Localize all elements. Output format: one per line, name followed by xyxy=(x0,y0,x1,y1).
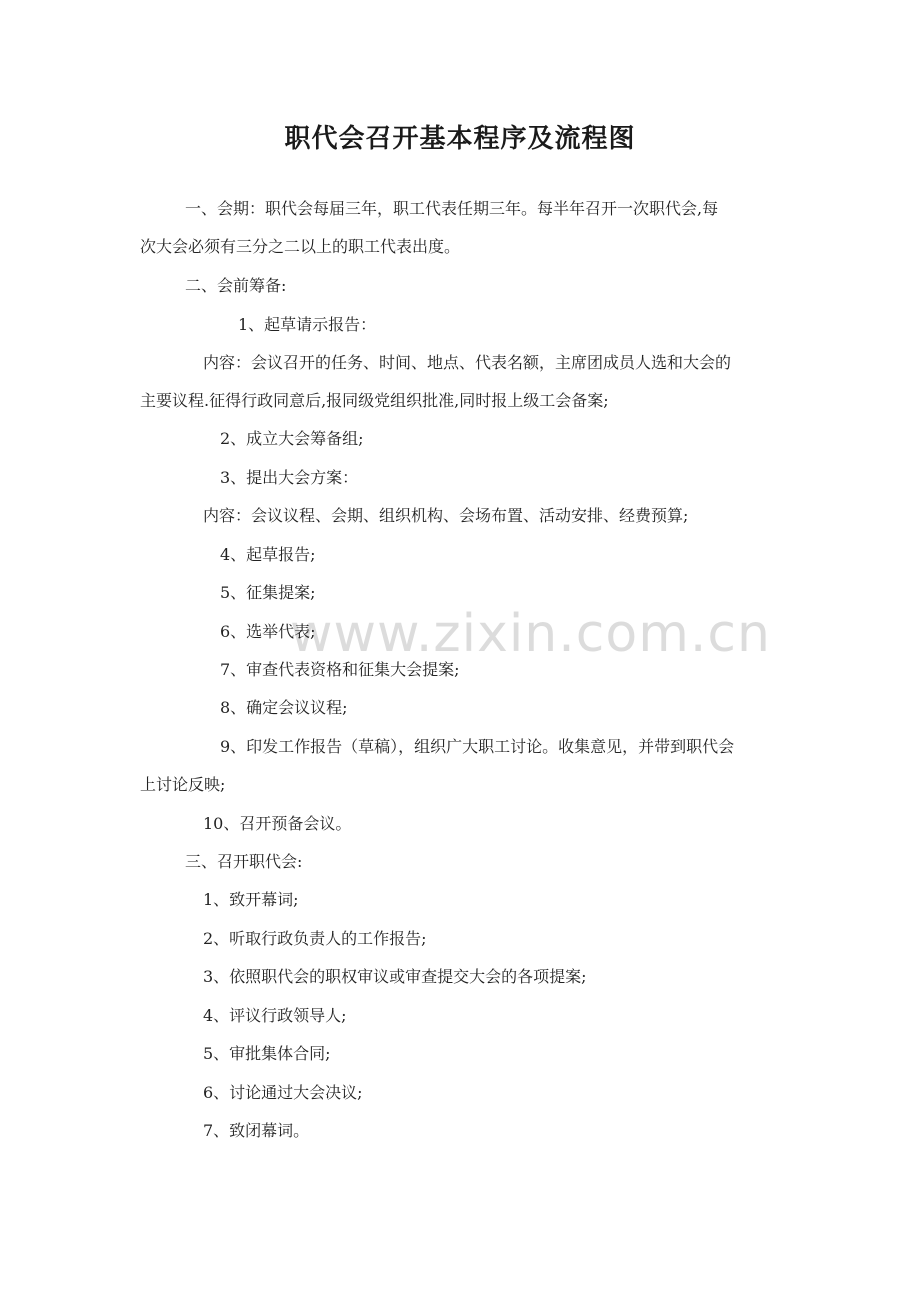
list-item: 3、依照职代会的职权审议或审查提交大会的各项提案; xyxy=(203,967,587,986)
list-item: 5、征集提案; xyxy=(220,583,316,602)
paragraph-line: 次大会必须有三分之二以上的职工代表出度。 xyxy=(140,237,461,256)
list-item: 9、印发工作报告（草稿），组织广大职工讨论。收集意见，并带到职代会 xyxy=(220,737,735,756)
list-item: 1、致开幕词; xyxy=(203,890,299,909)
paragraph-line: 内容：会议召开的任务、时间、地点、代表名额，主席团成员人选和大会的 xyxy=(203,353,732,372)
paragraph-line: 上讨论反映; xyxy=(140,775,226,794)
paragraph-line: 主要议程.征得行政同意后,报同级党组织批准,同时报上级工会备案; xyxy=(140,391,609,410)
paragraph-line: 内容：会议议程、会期、组织机构、会场布置、活动安排、经费预算; xyxy=(203,506,689,525)
list-item: 1、起草请示报告： xyxy=(238,315,377,334)
paragraph-line: 一、会期：职代会每届三年，职工代表任期三年。每半年召开一次职代会,每 xyxy=(185,199,719,218)
list-item: 2、听取行政负责人的工作报告; xyxy=(203,929,427,948)
section-heading: 二、会前筹备: xyxy=(185,276,287,295)
section-heading: 三、召开职代会: xyxy=(185,852,303,871)
document-title: 职代会召开基本程序及流程图 xyxy=(284,124,636,154)
list-item: 7、致闭幕词。 xyxy=(203,1121,310,1140)
list-item: 2、成立大会筹备组; xyxy=(220,429,364,448)
list-item: 5、审批集体合同; xyxy=(203,1044,331,1063)
list-item: 7、审查代表资格和征集大会提案; xyxy=(220,660,460,679)
list-item: 8、确定会议议程; xyxy=(220,698,348,717)
list-item: 10、召开预备会议。 xyxy=(203,814,352,833)
list-item: 3、提出大会方案： xyxy=(220,468,359,487)
watermark: www.zixin.com.cn xyxy=(290,604,771,664)
list-item: 6、讨论通过大会决议; xyxy=(203,1083,363,1102)
list-item: 4、评议行政领导人; xyxy=(203,1006,347,1025)
list-item: 4、起草报告; xyxy=(220,545,316,564)
list-item: 6、选举代表; xyxy=(220,622,316,641)
